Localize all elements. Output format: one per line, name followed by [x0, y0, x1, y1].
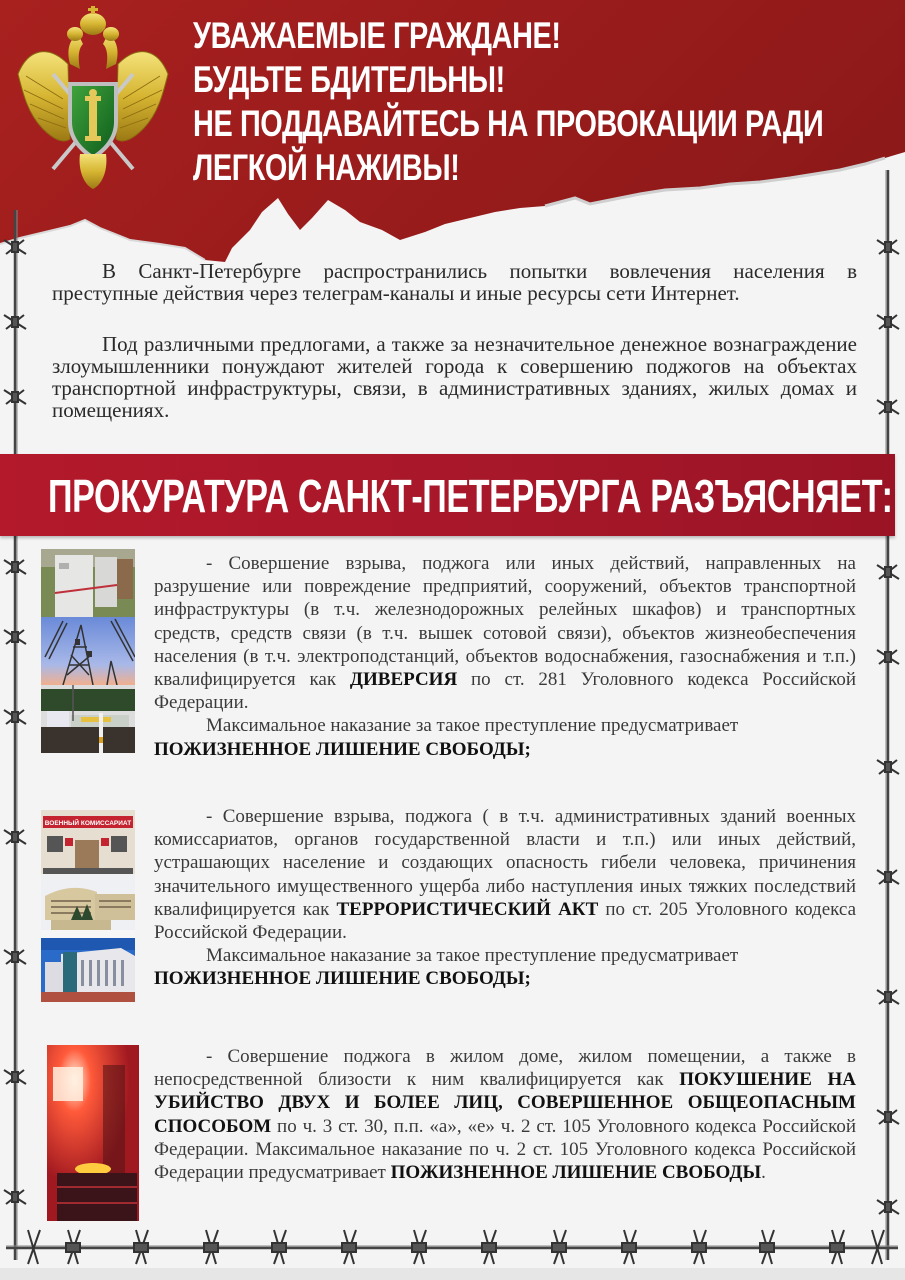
- section-2-paragraph: - Совершение взрыва, поджога ( в т.ч. административных зданий военных комиссариатов, органов государственной власти и т.п.) или иных действий, устрашающих население и создающих опасность гибели человека, причинения значительного имущественного ущерба либо наступления иных тяжких последствий квалифицируется как ТЕРРОРИСТИЧЕСКИЙ АКТ по ст. 205 Уголовного кодекса Российской Федерации.: [154, 806, 856, 944]
- header-banner: [0, 0, 905, 262]
- section-3-penalty: ПОЖИЗНЕННОЕ ЛИШЕНИЕ СВОБОДЫ: [390, 1162, 762, 1184]
- intro-text: [52, 260, 857, 421]
- section-1-penalty: ПОЖИЗНЕННОЕ ЛИШЕНИЕ СВОБОДЫ;: [154, 738, 531, 760]
- court-building-photo-icon: [41, 938, 135, 1002]
- headline-line-4: ЛЕГКОЙ НАЖИВЫ!: [193, 147, 460, 188]
- section-2-photos: [41, 810, 135, 1002]
- offense-term-diversion: ДИВЕРСИЯ: [349, 669, 458, 691]
- offense-term-attempted-murder: ПОКУШЕНИЕ НА УБИЙСТВО ДВУХ И БОЛЕЕ ЛИЦ, СОВЕРШЕННОЕ ОБЩЕОПАСНЫМ СПОСОБОМ: [154, 1069, 856, 1137]
- section-2-penalty-intro: Максимальное наказание за такое преступление предусматривает: [206, 945, 739, 967]
- section-3-paragraph: - Совершение поджога в жилом доме, жилом помещении, а также в непосредственной близости к ним квалифицируется как ПОКУШЕНИЕ НА УБИЙСТВО ДВУХ И БОЛЕЕ ЛИЦ, СОВЕРШЕННОЕ ОБЩЕОПАСНЫМ СПОСОБОМ по ч. 3 ст. 30, п.п. «а», «е» ч. 2 ст. 105 Уголовного кодекса Российской Федерации. Максимальное наказание по ч. 2 ст. 105 Уголовного кодекса Российской Федерации предусматривает ПОЖИЗНЕННОЕ ЛИШЕНИЕ СВОБОДЫ.: [154, 1046, 856, 1184]
- svg-text:ВОЕННЫЙ КОМИССАРИАТ: ВОЕННЫЙ КОМИССАРИАТ: [44, 820, 132, 827]
- section-3-photos: [46, 1045, 140, 1221]
- section-banner: [0, 454, 895, 536]
- barbed-wire-right-icon: [875, 170, 901, 1260]
- offense-term-terrorist-act: ТЕРРОРИСТИЧЕСКИЙ АКТ: [336, 898, 599, 920]
- section-1-photos: [41, 549, 135, 753]
- headline-line-1: УВАЖАЕМЫЕ ГРАЖДАНЕ!: [193, 15, 561, 56]
- section-1-penalty-intro: Максимальное наказание за такое преступление предусматривает: [206, 715, 739, 737]
- headline-line-2: БУДЬТЕ БДИТЕЛЬНЫ!: [193, 59, 505, 100]
- headline: [193, 14, 824, 190]
- cell-tower-photo-icon: [41, 617, 135, 685]
- military-commissariat-photo-icon: [41, 810, 135, 874]
- section-2-text: [154, 805, 856, 991]
- barbed-wire-left-icon: [2, 210, 28, 1260]
- barbed-wire-bottom-icon: [6, 1226, 898, 1266]
- prosecutor-emblem-icon: [8, 4, 178, 194]
- intro-paragraph-2: Под различными предлогами, а также за незначительное денежное вознаграждение злоумышленники понуждают жителей города к совершению поджогов на объектах транспортной инфраструктуры, связи, в административных зданиях, жилых домах и помещениях.: [52, 332, 857, 422]
- section-1-paragraph: - Совершение взрыва, поджога или иных действий, направленных на разрушение или повреждение предприятий, сооружений, объектов транспортной инфраструктуры (в т.ч. железнодорожных релейных шкафов) и транспортных средств, средств связи (в т.ч. вышек сотовой связи), объектов жизнеобеспечения населения (в т.ч. электроподстанций, объектов водоснабжения, газоснабжения и т.п.) квалифицируется как ДИВЕРСИЯ по ст. 281 Уголовного кодекса Российской Федерации.: [154, 553, 856, 714]
- section-1-text: [154, 552, 856, 761]
- headline-line-3: НЕ ПОДДАВАЙТЕСЬ НА ПРОВОКАЦИИ РАДИ: [193, 103, 824, 144]
- banner-title: ПРОКУРАТУРА САНКТ-ПЕТЕРБУРГА РАЗЪЯСНЯЕТ:: [48, 470, 893, 522]
- intro-paragraph-1: В Санкт-Петербурге распространились попытки вовлечения населения в преступные действия через телеграм-каналы и иные ресурсы сети Интернет.: [52, 259, 857, 305]
- section-2-penalty: ПОЖИЗНЕННОЕ ЛИШЕНИЕ СВОБОДЫ;: [154, 968, 531, 990]
- section-3-text: [154, 1045, 856, 1184]
- bottom-strip: [0, 1268, 905, 1280]
- gas-facility-photo-icon: [41, 685, 135, 753]
- government-building-photo-icon: [41, 874, 135, 938]
- relay-cabinet-photo-icon: [41, 549, 135, 617]
- apartment-fire-photo-icon: [46, 1045, 140, 1221]
